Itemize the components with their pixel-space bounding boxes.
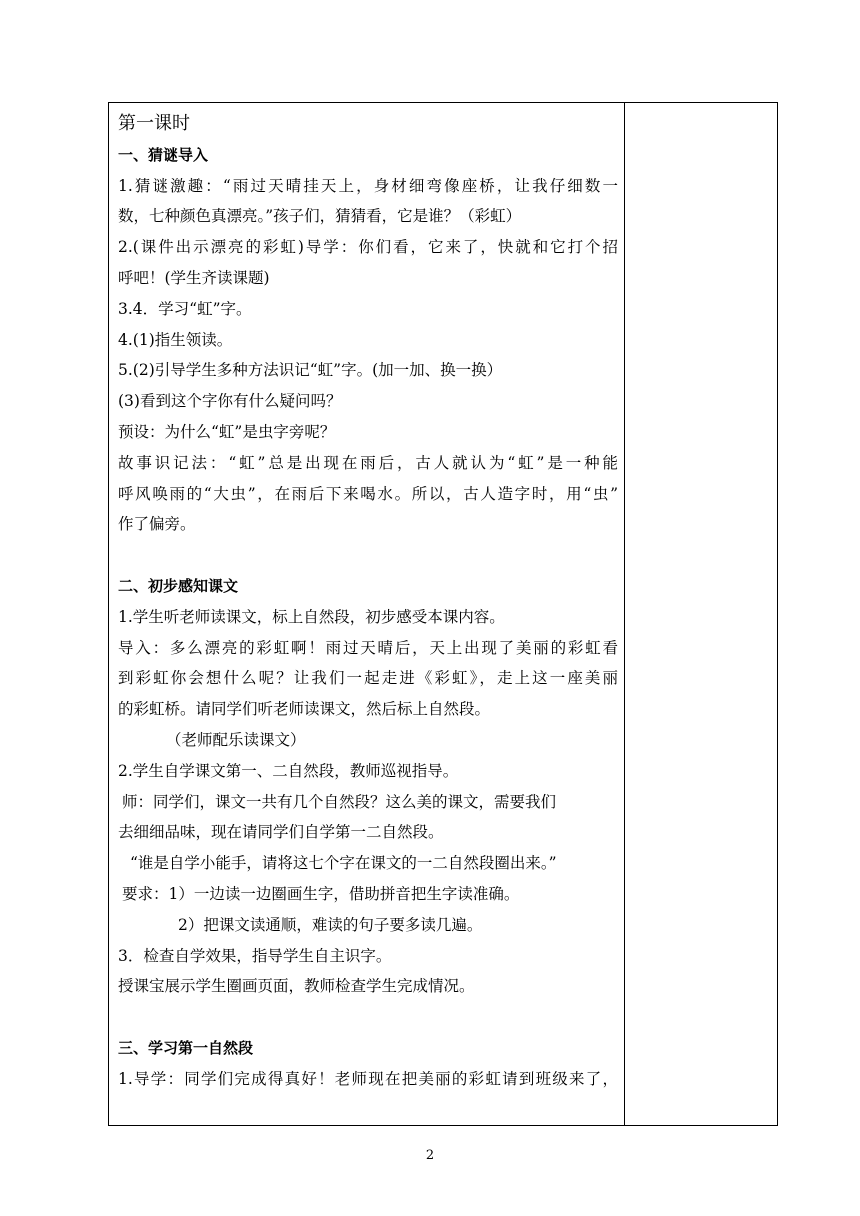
text-line: 2）把课文读通顺，难读的句子要多读几遍。 <box>178 915 483 934</box>
text-line: 导入：多么漂亮的彩虹啊！雨过天晴后，天上出现了美丽的彩虹看 <box>118 638 618 657</box>
text-line: 3.4．学习“虹”字。 <box>118 299 252 318</box>
notes-column-cell <box>625 103 777 1125</box>
lesson-content-cell <box>118 109 618 1095</box>
text-line: 1.猜谜激趣：“雨过天晴挂天上，身材细弯像座桥，让我仔细数一 <box>118 176 618 195</box>
lesson-plan-table <box>108 102 778 1126</box>
blank-line <box>118 1002 618 1033</box>
text-line: 2.(课件出示漂亮的彩虹)导学：你们看，它来了，快就和它打个招 <box>118 238 618 257</box>
section-heading: 二、初步感知课文 <box>118 576 239 595</box>
text-line: 要求：1）一边读一边圈画生字，借助拼音把生字读准确。 <box>122 884 520 903</box>
text-line: 1.导学：同学们完成得真好！老师现在把美丽的彩虹请到班级来了， <box>118 1069 618 1088</box>
text-line: 呼吧！(学生齐读课题) <box>118 268 270 287</box>
text-line: (3)看到这个字你有什么疑问吗？ <box>118 392 342 411</box>
text-line: “谁是自学小能手，请将这七个字在课文的一二自然段圈出来。” <box>130 854 557 873</box>
section-heading: 一、猜谜导入 <box>118 145 209 164</box>
lesson-period-heading: 第一课时 <box>118 113 190 134</box>
section-heading: 三、学习第一自然段 <box>118 1038 254 1057</box>
text-line: 4.(1)指生领读。 <box>118 330 233 349</box>
text-line: 数，七种颜色真漂亮。”孩子们，猜猜看，它是谁？（彩虹） <box>118 207 522 226</box>
text-line: 去细细品味，现在请同学们自学第一二自然段。 <box>118 823 444 842</box>
text-line: 到彩虹你会想什么呢？让我们一起走进《彩虹》，走上这一座美丽 <box>118 669 618 688</box>
text-line: 呼风唤雨的“大虫”，在雨后下来喝水。所以，古人造字时，用“虫” <box>118 484 618 503</box>
text-line: （老师配乐读课文） <box>166 730 306 749</box>
text-line: 的彩虹桥。请同学们听老师读课文，然后标上自然段。 <box>118 700 491 719</box>
text-line: 预设：为什么“虹”是虫字旁呢？ <box>118 422 336 441</box>
text-line: 作了偏旁。 <box>118 515 196 534</box>
text-line: 故事识记法：“虹”总是出现在雨后，古人就认为“虹”是一种能 <box>118 453 618 472</box>
blank-line <box>118 540 618 571</box>
text-line: 师：同学们，课文一共有几个自然段？这么美的课文，需要我们 <box>122 792 557 811</box>
page-number: 2 <box>425 1148 435 1163</box>
text-line: 5.(2)引导学生多种方法识记“虹”字。(加一加、换一换） <box>118 361 503 380</box>
text-line: 2.学生自学课文第一、二自然段，教师巡视指导。 <box>118 761 459 780</box>
text-line: 授课宝展示学生圈画页面，教师检查学生完成情况。 <box>118 977 475 996</box>
text-line: 1.学生听老师读课文，标上自然段，初步感受本课内容。 <box>118 607 505 626</box>
text-line: 3．检查自学效果，指导学生自主识字。 <box>118 946 392 965</box>
